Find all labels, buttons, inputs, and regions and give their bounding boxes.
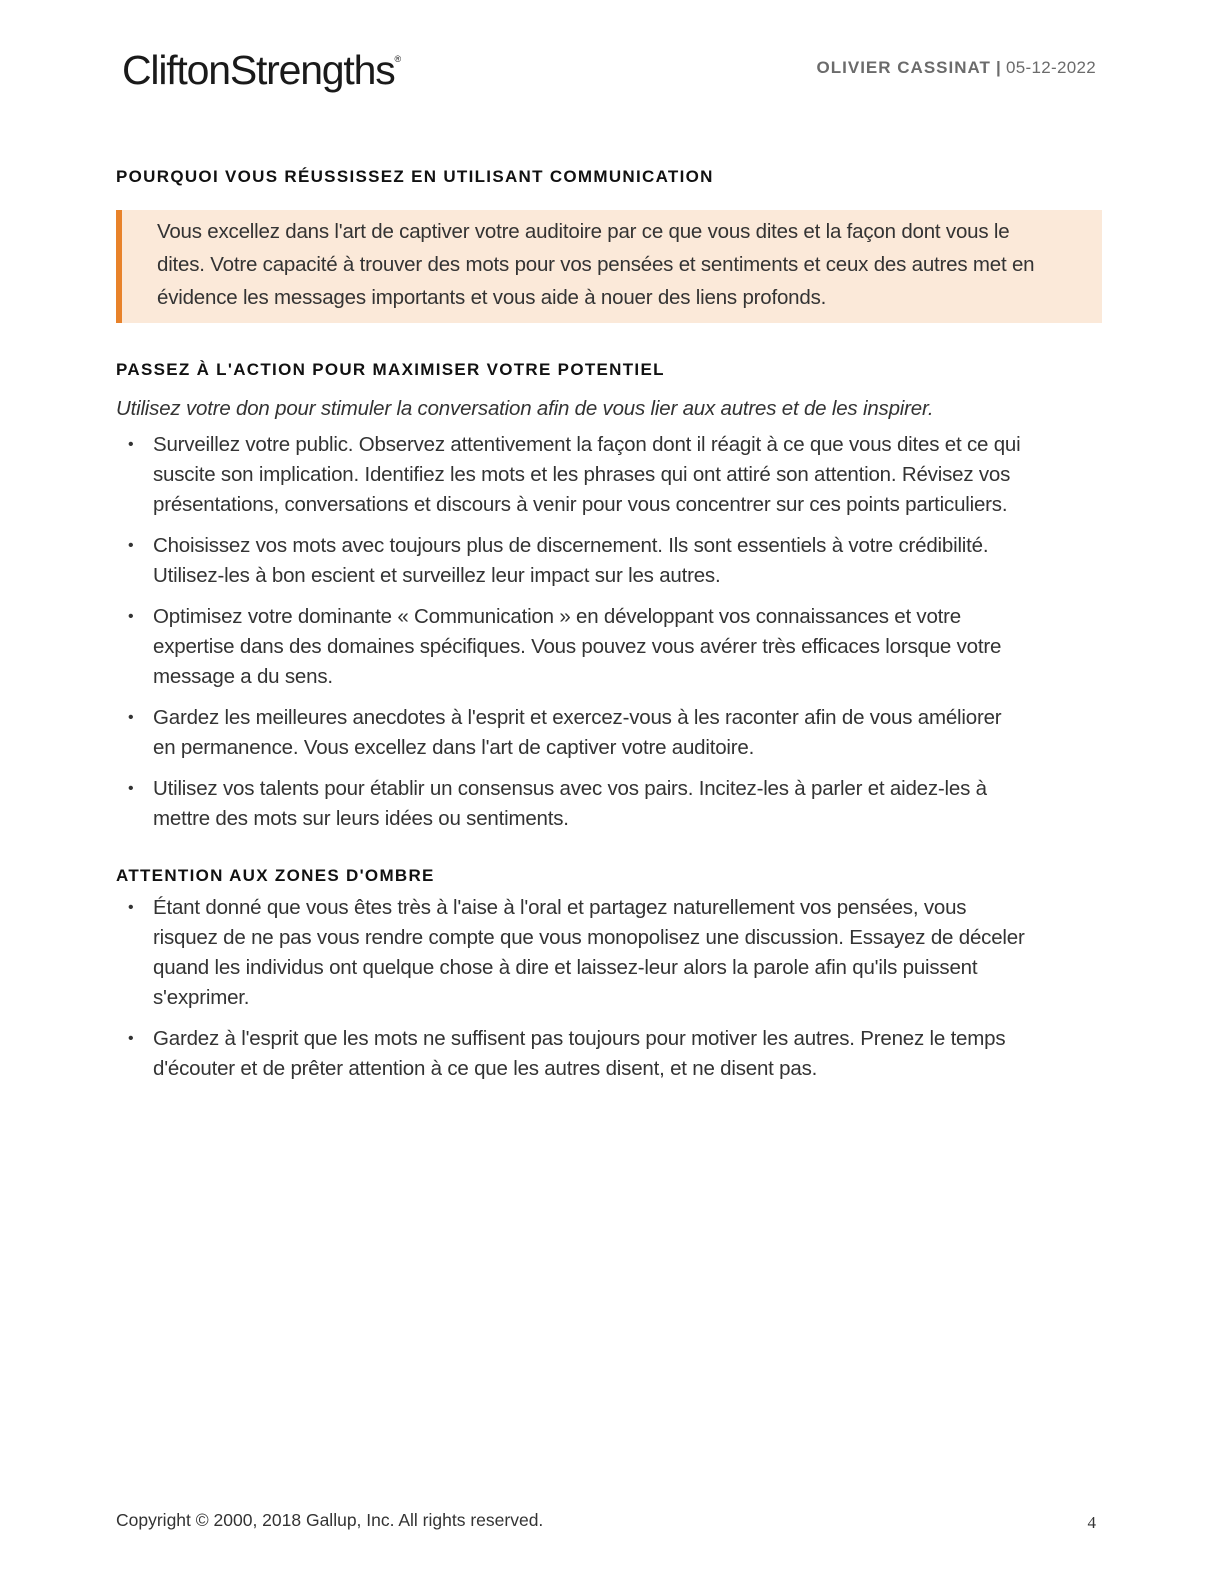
action-list [116,430,1026,834]
bullet-icon: • [128,608,134,625]
logo-text: CliftonStrengths [122,47,395,93]
list-item [116,893,1026,1013]
person-name: OLIVIER CASSINAT [816,58,991,77]
page-number: 4 [1087,1513,1096,1532]
page-content [116,166,1102,1095]
highlight-callout: Vous excellez dans l'art de captiver votre auditoire par ce que vous dites et la façon dont vous le dites. Votre capacité à trouver des mots pour vos pensées et sentiments et ceux des autres met en évidence les messages importants et vous aide à nouer des liens profonds. [116,210,1102,323]
bullet-icon: • [128,1030,134,1047]
list-item-text: Gardez à l'esprit que les mots ne suffisent pas toujours pour motiver les autres. Prenez le temps d'écouter et de prêter attention à ce que les autres disent, et ne disent pas. [153,1027,1006,1080]
list-item [116,774,1026,834]
section-blind-spots [116,865,1102,1084]
registered-mark: ® [394,54,402,64]
list-item-text: Gardez les meilleures anecdotes à l'esprit et exercez-vous à les raconter afin de vous améliorer en permanence. Vous excellez dans l'art de captiver votre auditoire. [153,706,1002,759]
report-date: 05-12-2022 [1006,58,1096,77]
list-item [116,703,1026,763]
list-item [116,430,1026,520]
list-item [116,602,1026,692]
copyright-notice: Copyright © 2000, 2018 Gallup, Inc. All rights reserved. [116,1510,544,1530]
list-item [116,1024,1026,1084]
list-item-text: Optimisez votre dominante « Communication » en développant vos connaissances et votre expertise dans des domaines spécifiques. Vous pouvez vous avérer très efficaces lorsque votre message a du sens. [153,605,1002,688]
list-item-text: Étant donné que vous êtes très à l'aise à l'oral et partagez naturellement vos pensées, vous risquez de ne pas vous rendre compte que vous monopolisez une discussion. Essayez de déceler quand les individus ont quelque chose à dire et laissez-leur alors la parole afin qu'ils puissent s'exprimer. [153,896,1025,1009]
bullet-icon: • [128,899,134,916]
blind-spots-list [116,893,1026,1084]
section-intro: Utilisez votre don pour stimuler la conversation afin de vous lier aux autres et de les inspirer. [116,397,934,420]
section-title-blind-spots: ATTENTION AUX ZONES D'OMBRE [116,866,435,885]
section-why-succeed [116,166,1102,323]
list-item-text: Surveillez votre public. Observez attentivement la façon dont il réagit à ce que vous dites et ce qui suscite son implication. Identifiez les mots et les phrases qui ont attiré son attention. Révisez vos présentations, conversations et discours à venir pour vous concentrer sur ces points particuliers. [153,433,1021,516]
bullet-icon: • [128,537,134,554]
report-owner-info [817,58,1096,78]
clifton-strengths-logo [122,47,402,93]
section-take-action [116,359,1102,834]
section-title-why-succeed: POURQUOI VOUS RÉUSSISSEZ EN UTILISANT COMMUNICATION [116,167,714,186]
header-separator: | [995,58,1001,77]
bullet-icon: • [128,780,134,797]
bullet-icon: • [128,436,134,453]
bullet-icon: • [128,709,134,726]
list-item [116,531,1026,591]
list-item-text: Utilisez vos talents pour établir un consensus avec vos pairs. Incitez-les à parler et aidez-les à mettre des mots sur leurs idées ou sentiments. [153,777,987,830]
list-item-text: Choisissez vos mots avec toujours plus de discernement. Ils sont essentiels à votre crédibilité. Utilisez-les à bon escient et surveillez leur impact sur les autres. [153,534,989,587]
section-title-take-action: PASSEZ À L'ACTION POUR MAXIMISER VOTRE POTENTIEL [116,360,665,379]
